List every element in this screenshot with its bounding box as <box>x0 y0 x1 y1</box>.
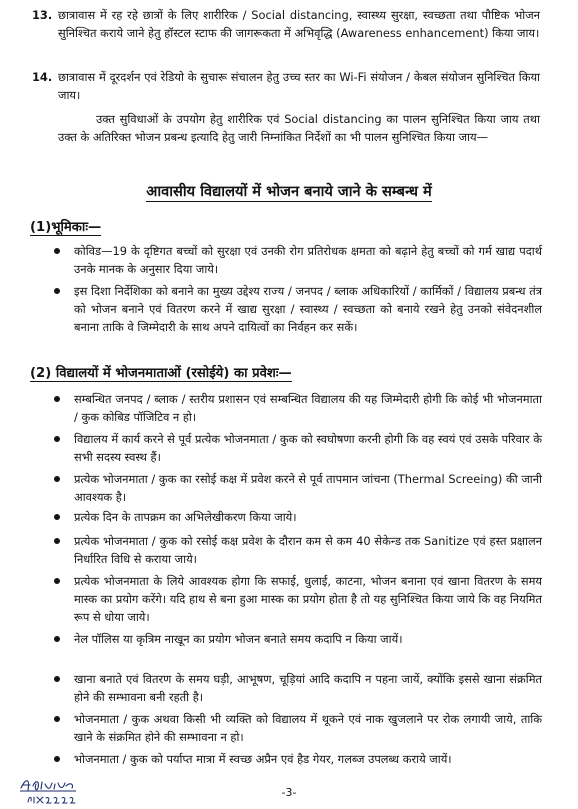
list-item <box>74 430 542 466</box>
list-item-text: सम्बन्धित जनपद / ब्लाक / स्तरीय प्रशासन एवं सम्बन्धित विद्यालय की यह जिम्मेदारी होगी कि कोई भी भोजनमाता / कुक कोबिड पॉजिटिव न हो। <box>74 392 542 424</box>
main-heading <box>0 182 578 202</box>
list-item-text: प्रत्येक भोजनमाता के लिये आवश्यक होगा कि सफाई, धुलाई, काटना, भोजन बनाना एवं खाना वितरण के समय मास्क का प्रयोग करेंगे। यदि हाथ से बना हुआ मास्क का प्रयोग होता है तो यह सुनिश्चित किया जाये कि वह नियमित रूप से धोया जाये। <box>74 574 542 624</box>
bullet-icon <box>54 578 60 584</box>
closing-paragraph <box>58 110 540 146</box>
list-item-text: खाना बनाते एवं वितरण के समय घड़ी, आभूषण, चूड़ियां आदि कदापि न पहना जायें, क्योंकि इससे खाना संक्रमित होने की सम्भावना बनी रहती है। <box>74 672 542 704</box>
list-item <box>74 572 542 626</box>
bullet-icon <box>54 716 60 722</box>
item-text: छात्रावास में रह रहे छात्रों के लिए शारीरिक / Social distancing, स्वास्थ्य सुरक्षा, स्वच्छता तथा पौष्टिक भोजन सुनिश्चित कराये जाने हेतु हॉस्टल स्टाफ की जागरूकता में अभिवृद्धि (Awareness enhancement) किया जाय। <box>58 8 540 41</box>
list-item-text: कोविड—19 के दृष्टिगत बच्चों को सुरक्षा एवं उनकी रोग प्रतिरोधक क्षमता को बढ़ाने हेतु बच्चों को गर्म खाद्य पदार्थ उनके मानक के अनुसार दिया जाये। <box>74 244 542 276</box>
list-item <box>74 532 542 568</box>
section-2-title-text: (2) विद्यालयों में भोजनमाताओं (रसोईये) का प्रवेशः— <box>30 366 292 381</box>
list-item <box>74 710 542 746</box>
bullet-icon <box>54 248 60 254</box>
section-1-title <box>30 218 101 237</box>
closing-text: उक्त सुविधाओं के उपयोग हेतु शारीरिक एवं Social distancing का पालन सुनिश्चित किया जाय तथा उक्त के अतिरिक्त भोजन प्रबन्ध इत्यादि हेतु जारी निम्नांकित निर्देशों का भी पालन सुनिश्चित किया जाय— <box>58 112 540 145</box>
item-text: छात्रावास में दूरदर्शन एवं रेडियो के सुचारू संचालन हेतु उच्च स्तर का Wi-Fi संयोजन / केबल संयोजन सुनिश्चित किया जाय। <box>58 70 540 103</box>
bullet-icon <box>54 436 60 442</box>
list-item <box>74 670 542 706</box>
list-item <box>74 630 542 648</box>
list-item-text: विद्यालय में कार्य करने से पूर्व प्रत्येक भोजनमाता / कुक को स्वघोषणा करनी होगी कि वह स्वयं एवं उसके परिवार के सभी सदस्य स्वस्थ हैं। <box>74 432 542 464</box>
bullet-icon <box>54 676 60 682</box>
item-14 <box>32 68 540 104</box>
main-heading-text: आवासीय विद्यालयों में भोजन बनाये जाने के सम्बन्ध में <box>146 183 432 200</box>
section-2-title <box>30 364 292 383</box>
list-item <box>74 390 542 426</box>
bullet-icon <box>54 636 60 642</box>
list-item-text: भोजनमाता / कुक को पर्याप्त मात्रा में स्वच्छ अप्रैन एवं हैड गेयर, गलब्ज उपलब्ध कराये जायें। <box>74 752 452 766</box>
bullet-icon <box>54 756 60 762</box>
item-number: 13. <box>32 8 53 22</box>
item-13 <box>32 6 540 42</box>
list-item <box>74 750 542 768</box>
bullet-icon <box>54 288 60 294</box>
list-item-text: इस दिशा निर्देशिका को बनाने का मुख्य उद्देश्य राज्य / जनपद / ब्लाक अधिकारियों / कार्मिकों / विद्यालय प्रबन्ध तंत्र को भोजन बनाने एवं वितरण करने में खाद्य सुरक्षा / स्वास्थ्य / स्वच्छता को बनाये रखने हेतु उनको संवेदनशील बनाना ताकि वे जिम्मेदारी के साथ अपने दायित्वों का निर्वहन कर सकें। <box>74 284 542 334</box>
list-item-text: प्रत्येक भोजनमाता / कुक को रसोई कक्ष प्रवेश के दौरान कम से कम 40 सेकेन्ड तक Sanitize एवं हस्त प्रक्षालन निर्धारित विधि से कराया जाये। <box>74 534 542 566</box>
list-item-text: नेल पॉलिस या कृत्रिम नाखून का प्रयोग भोजन बनाते समय कदापि न किया जायें। <box>74 632 403 646</box>
list-item <box>74 242 542 278</box>
list-item-text: भोजनमाता / कुक अथवा किसी भी व्यक्ति को विद्यालय में थूकने एवं नाक खुजलाने पर रोक लगायी जाये, ताकि खाने के संक्रमित होने की सम्भावना न हो। <box>74 712 542 744</box>
page-number: -3- <box>281 786 297 799</box>
list-item <box>74 470 542 506</box>
bullet-icon <box>54 396 60 402</box>
list-item-text: प्रत्येक भोजनमाता / कुक का रसोई कक्ष में प्रवेश करने से पूर्व तापमान जांचना (Thermal Screeing) की जानी आवश्यक है। <box>74 472 542 504</box>
section-1-title-text: (1)भूमिकाः— <box>30 220 102 235</box>
bullet-icon <box>54 514 60 520</box>
bullet-icon <box>54 476 60 482</box>
item-number: 14. <box>32 70 53 84</box>
list-item <box>74 508 542 526</box>
list-item-text: प्रत्येक दिन के तापक्रम का अभिलेखीकरण किया जाये। <box>74 510 297 524</box>
list-item <box>74 282 542 336</box>
bullet-icon <box>54 538 60 544</box>
